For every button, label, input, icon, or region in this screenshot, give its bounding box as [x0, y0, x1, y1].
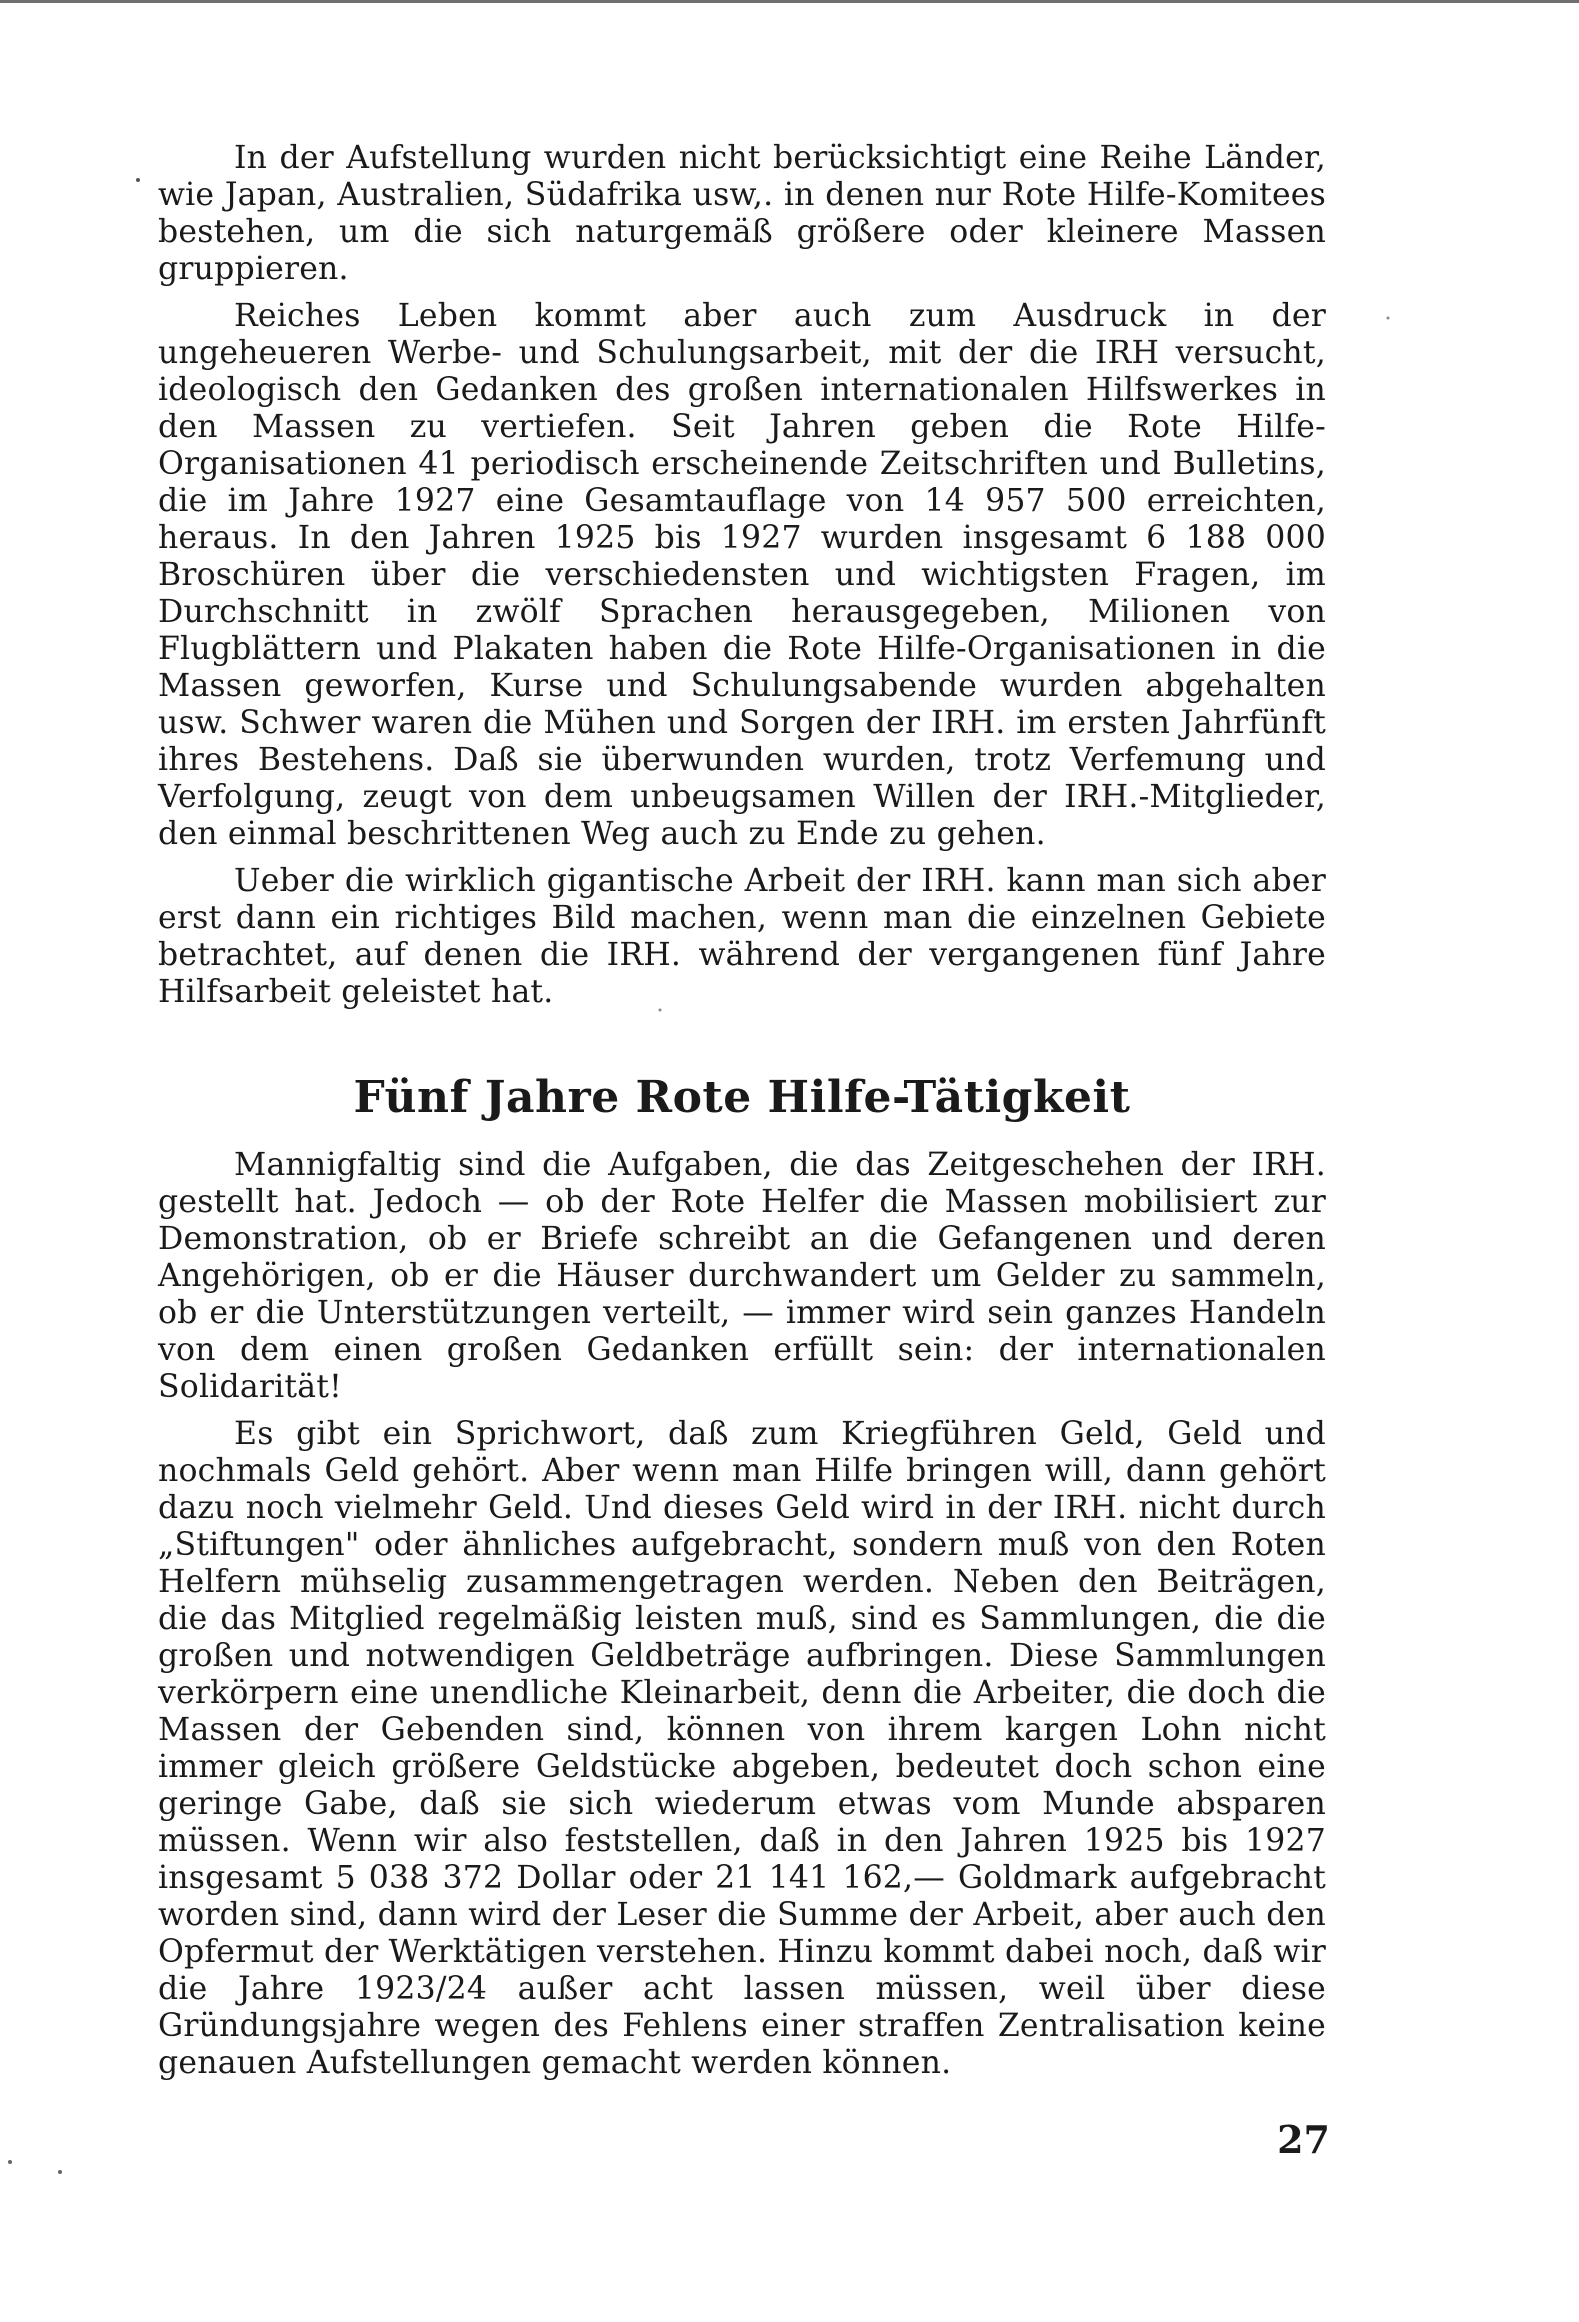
- section-taetigkeit: [158, 1147, 1326, 2082]
- paragraph-aufstellung: In der Aufstellung wurden nicht berücksichtigt eine Reihe Länder, wie Japan, Australien, Südafrika usw,. in denen nur Rote Hilfe-Komitees bestehen, um die sich naturgemäß größere oder kleinere Massen gruppieren.: [158, 140, 1326, 287]
- scan-speck: [1387, 317, 1390, 320]
- section-intro: [158, 140, 1326, 1011]
- page-body: [158, 140, 1326, 2092]
- section-heading: Fünf Jahre Rote Hilfe-Tätigkeit: [353, 1072, 1131, 1123]
- page-number: 27: [1277, 2117, 1330, 2162]
- top-border-rule: [0, 0, 1579, 3]
- paragraph-gigantische-arbeit: Ueber die wirklich gigantische Arbeit der IRH. kann man sich aber erst dann ein richtiges Bild machen, wenn man die einzelnen Gebiete betrachtet, auf denen die IRH. während der vergangenen fünf Jahre Hilfsarbeit geleistet hat.: [158, 863, 1326, 1010]
- paragraph-sprichwort-geld: Es gibt ein Sprichwort, daß zum Kriegführen Geld, Geld und nochmals Geld gehört. Aber wenn man Hilfe bringen will, dann gehört dazu noch vielmehr Geld. Und dieses Geld wird in der IRH. nicht durch „Stiftungen" oder ähnliches aufgebracht, sondern muß von den Roten Helfern mühselig zusammengetragen werden. Neben den Beiträgen, die das Mitglied regelmäßig leisten muß, sind es Sammlungen, die die großen und notwendigen Geldbeträge aufbringen. Diese Sammlungen verkörpern eine unendliche Kleinarbeit, denn die Arbeiter, die doch die Massen der Gebenden sind, können von ihrem kargen Lohn nicht immer gleich größere Geldstücke abgeben, bedeutet doch schon eine geringe Gabe, daß sie sich wiederum etwas vom Munde absparen müssen. Wenn wir also feststellen, daß in den Jahren 1925 bis 1927 insgesamt 5 038 372 Dollar oder 21 141 162,— Goldmark aufgebracht worden sind, dann wird der Leser die Summe der Arbeit, aber auch den Opfermut der Werktätigen verstehen. Hinzu kommt dabei noch, daß wir die Jahre 1923/24 außer acht lassen müssen, weil über diese Gründungsjahre wegen des Fehlens einer straffen Zentralisation keine genauen Aufstellungen gemacht werden können.: [158, 1416, 1326, 2081]
- scan-speck: [136, 178, 140, 182]
- scan-speck: [58, 2170, 62, 2174]
- paragraph-aufgaben: Mannigfaltig sind die Aufgaben, die das Zeitgeschehen der IRH. gestellt hat. Jedoch — ob der Rote Helfer die Massen mobilisiert zur Demonstration, ob er Briefe schreibt an die Gefangenen und deren Angehörigen, ob er die Häuser durchwandert um Gelder zu sammeln, ob er die Unterstützungen verteilt, — immer wird sein ganzes Handeln von dem einen großen Gedanken erfüllt sein: der internationalen Solidarität!: [158, 1147, 1326, 1405]
- scan-speck: [8, 2160, 12, 2164]
- paragraph-werbe-schulungsarbeit: Reiches Leben kommt aber auch zum Ausdruck in der ungeheueren Werbe- und Schulungsarbeit, mit der die IRH versucht, ideologisch den Gedanken des großen internationalen Hilfswerkes in den Massen zu vertiefen. Seit Jahren geben die Rote Hilfe-Organisationen 41 periodisch erscheinende Zeitschriften und Bulletins, die im Jahre 1927 eine Gesamtauflage von 14 957 500 erreichten, heraus. In den Jahren 1925 bis 1927 wurden insgesamt 6 188 000 Broschüren über die verschiedensten und wichtigsten Fragen, im Durchschnitt in zwölf Sprachen herausgegeben, Milionen von Flugblättern und Plakaten haben die Rote Hilfe-Organisationen in die Massen geworfen, Kurse und Schulungsabende wurden abgehalten usw. Schwer waren die Mühen und Sorgen der IRH. im ersten Jahrfünft ihres Bestehens. Daß sie überwunden wurden, trotz Verfemung und Verfolgung, zeugt von dem unbeugsamen Willen der IRH.-Mitglieder, den einmal beschrittenen Weg auch zu Ende zu gehen.: [158, 298, 1326, 852]
